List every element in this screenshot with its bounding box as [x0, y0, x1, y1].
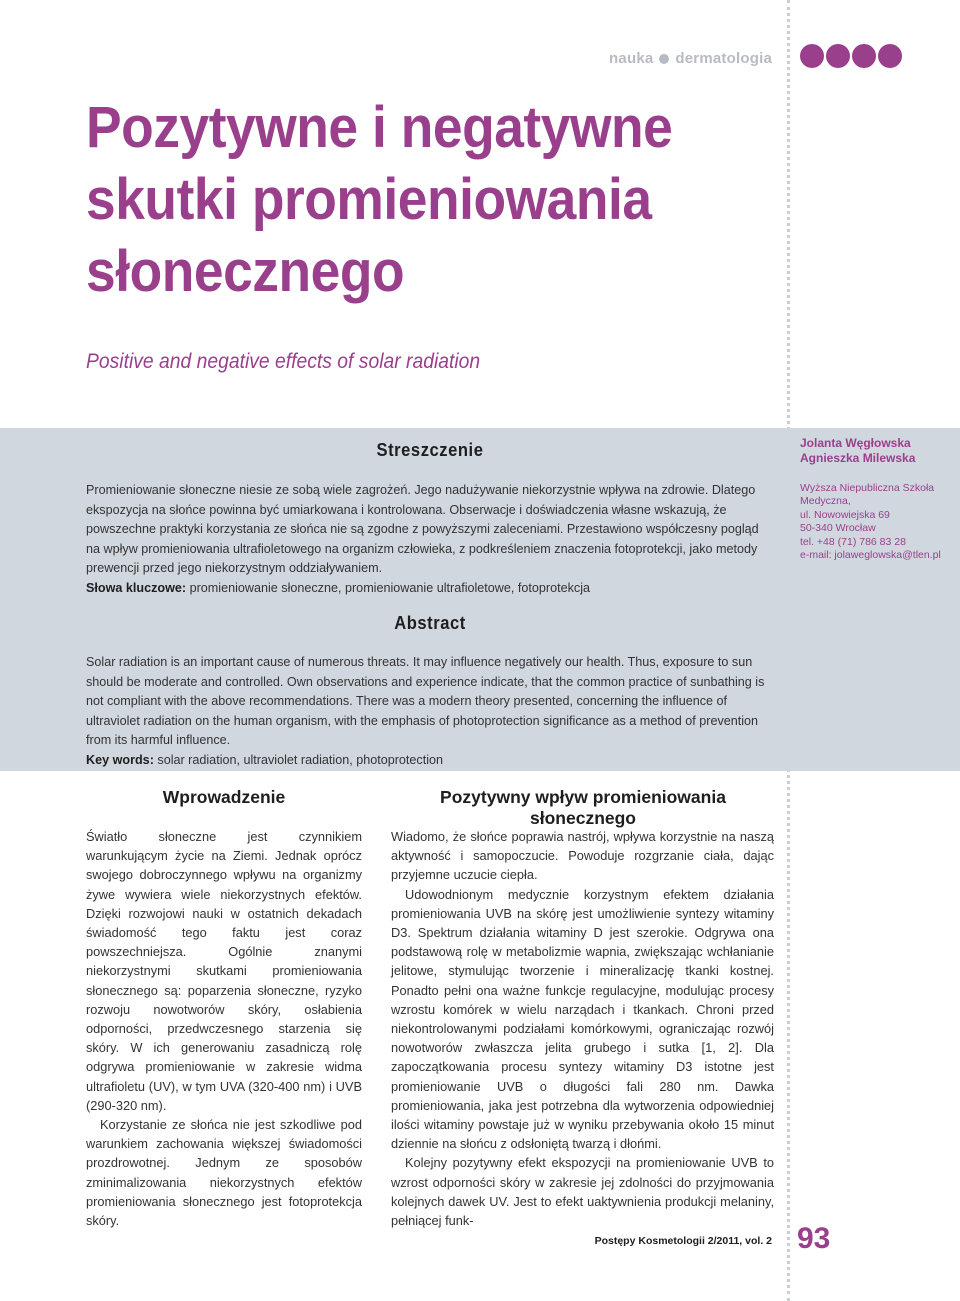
dot-icon — [826, 44, 850, 68]
section-label-science: nauka — [609, 50, 654, 67]
authors — [800, 436, 950, 466]
affiliation-line: 50-340 Wrocław — [800, 522, 876, 535]
section-label — [609, 50, 772, 67]
journal-footer: Postępy Kosmetologii 2/2011, vol. 2 — [594, 1235, 772, 1247]
paragraph: Udowodnionym medycznie korzystnym efektem działania promieniowania UVB na skórę jest umożliwienie syntezy witaminy D3. Spektrum działania witaminy D jest szerokie. Odgrywa ona podstawową rolę w metabolizmie wapnia, zwiększając wchłanianie jelitowe, stymulując tworzenie i mineralizację tkanki kostnej. Ponadto pełni ona ważne funkcje regulacyjne, modulując procesy wzrostu komórek w wielu narządach i tkankach. Chroni przed niekontrolowanymi podziałami komórkowymi, ograniczając rozwój nowotworów zwłaszcza jelita grubego i sutka [1, 2]. Dla zapoczątkowania procesu syntezy witaminy D3 istotne jest promieniowanie UVB o długości fali 280 nm. Dawka promieniowania, jaka jest potrzebna dla wytworzenia odpowiedniej ilości witaminy powstaje już w wyniku przebywania około 15 minut dziennie na słońcu z odsłoniętą twarzą i dłońmi. — [391, 886, 774, 1152]
abstract-heading: Abstract — [394, 613, 466, 633]
dot-icon — [852, 44, 876, 68]
affiliation-line: Medyczna, — [800, 495, 851, 508]
keywords-label: Słowa kluczowe: — [86, 580, 187, 595]
author-name: Jolanta Węgłowska — [800, 436, 911, 450]
article-subtitle: Positive and negative effects of solar radiation — [86, 350, 481, 373]
title-line: Pozytywne i negatywne — [86, 95, 673, 160]
keywords: promieniowanie słoneczne, promieniowanie ultrafioletowe, fotoprotekcja — [189, 580, 591, 595]
page-number: 93 — [797, 1222, 831, 1255]
paragraph: Kolejny pozytywny efekt ekspozycji na promieniowanie UVB to wzrost odporności skóry w zakresie jej zdolności do przyjmowania kolejnych dawek UV. Jest to efekt uaktywnienia produkcji melaniny, pełniącej funk- — [391, 1155, 774, 1229]
key-words: solar radiation, ultraviolet radiation, photoprotection — [157, 752, 444, 767]
intro-column — [86, 827, 362, 1230]
affiliation-email: e-mail: jolaweglowska@tlen.pl — [800, 549, 941, 562]
section-label-dermatology: dermatologia — [675, 50, 772, 67]
dot-icon — [800, 44, 824, 68]
paragraph: Światło słoneczne jest czynnikiem warunkującym życie na Ziemi. Jednak oprócz swojego dobroczynnego wpływu na organizmy żywe wywiera wiele niekorzystnych efektów. Dzięki rozwojowi nauki w ostatnich dekadach świadomość tego faktu jest coraz powszechniejsza. Ogólnie znanymi niekorzystnymi skutkami promieniowania słonecznego są: poparzenia słoneczne, ryzyko rozwoju nowotworów skóry, osłabienia odporności, przedwczesnego starzenia się skóry. W ich generowaniu zasadniczą rolę odgrywa promieniowanie w zakresie widma ultrafioletu (UV), w tym UVA (320-400 nm) i UVB (290-320 nm). — [86, 829, 362, 1113]
abstract-text — [86, 653, 776, 770]
intro-heading: Wprowadzenie — [162, 787, 286, 807]
affiliation-line: Wyższa Niepubliczna Szkoła — [800, 482, 935, 494]
decorative-dots — [800, 44, 902, 68]
title-line: słonecznego — [86, 239, 405, 304]
streszczenie-text — [86, 481, 776, 598]
author-name: Agnieszka Milewska — [800, 451, 916, 465]
positive-column — [391, 827, 774, 1230]
streszczenie-heading: Streszczenie — [376, 440, 484, 460]
abstract-body: Solar radiation is an important cause of numerous threats. It may influence negatively our health. Thus, exposure to sun should be moderate and controlled. Own observations and experience indicate, that the common practice of sunbathing is not compliant with the above recommendations. There was a modern theory presented, concerning the influence of ultraviolet radiation on the human organism, with the emphasis of photoprotection significance as a method of prevention from its harmful influence. — [86, 655, 765, 747]
paragraph: Wiadomo, że słońce poprawia nastrój, wpływa korzystnie na naszą aktywność i samopoczucie. Powoduje rozgrzanie ciała, dając przyjemne uczucie ciepła. — [391, 829, 774, 883]
paragraph: Korzystanie ze słońca nie jest szkodliwe pod warunkiem zachowania większej świadomości prozdrowotnej. Jednym ze sposobów zminimalizowania niekorzystnych efektów promieniowania słonecznego jest fotoprotekcja skóry. — [86, 1117, 362, 1229]
affiliation — [800, 482, 955, 562]
dot-icon — [878, 44, 902, 68]
streszczenie-body: Promieniowanie słoneczne niesie ze sobą wiele zagrożeń. Jego nadużywanie niekorzystnie wpływa na zdrowie. Dlatego ekspozycja na słońce powinna być umiarkowana i kontrolowana. Obserwacje i doświadczenia własne wskazują, że powszechne praktyki korzystania ze słońca nie są zgodne z powyższymi zaleceniami. Przestawiono współczesny pogląd na wpływ promieniowania ultrafioletowego na organizm człowieka, z podkreśleniem znaczenia fotoprotekcji, jako metody prewencji przed jego niekorzystnym oddziaływaniem. — [86, 483, 759, 575]
affiliation-line: ul. Nowowiejska 69 — [800, 508, 890, 521]
article-title — [86, 92, 721, 308]
positive-heading: Pozytywny wpływ promieniowania słonecznego — [440, 787, 726, 828]
affiliation-line: tel. +48 (71) 786 83 28 — [800, 535, 906, 548]
key-words-label: Key words: — [86, 752, 154, 767]
title-line: skutki promieniowania — [86, 167, 652, 232]
bullet-dot-icon — [659, 54, 669, 64]
